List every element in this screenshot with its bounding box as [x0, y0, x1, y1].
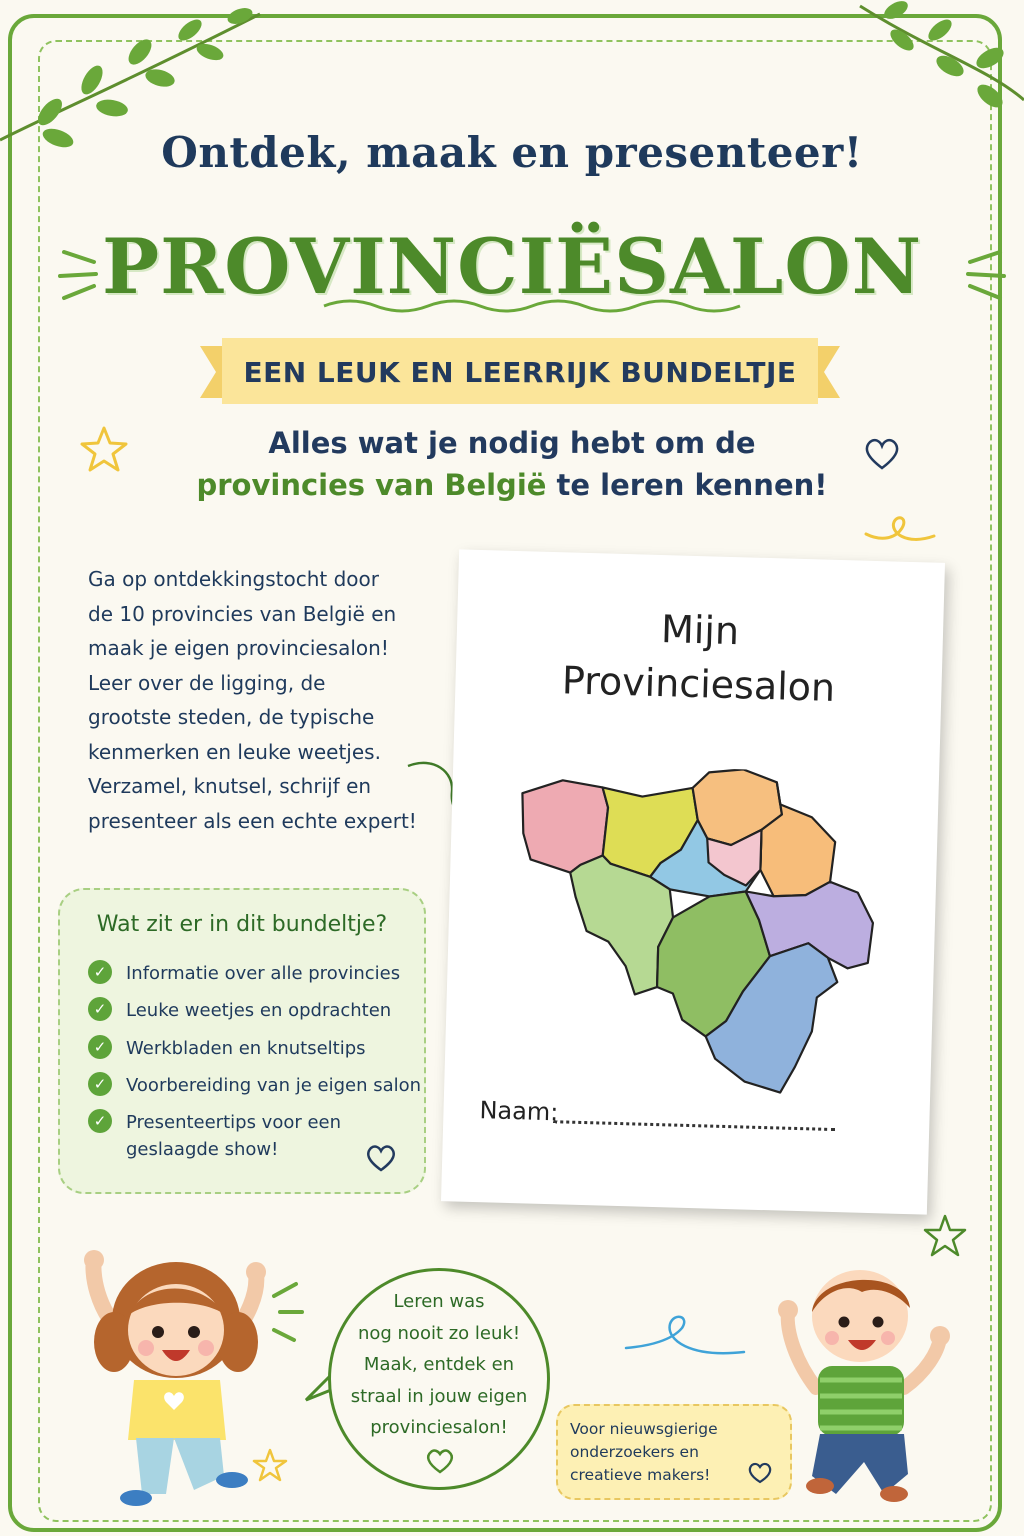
check-icon: ✓	[88, 1035, 112, 1059]
heart-icon	[424, 1446, 456, 1476]
note-text: Voor nieuwsgierige onderzoekers en creatieve makers!	[570, 1420, 718, 1484]
intro-line: de 10 provincies van België en	[88, 601, 397, 626]
check-icon: ✓	[88, 1072, 112, 1096]
list-item: ✓ Presenteertips voor een geslaagde show!	[88, 1109, 341, 1163]
intro-line: Leer over de ligging, de	[88, 670, 326, 695]
intro-paragraph	[88, 562, 438, 838]
swirl-icon	[862, 512, 938, 552]
belgium-map	[504, 763, 893, 1113]
burst-lines-right	[952, 240, 1012, 310]
intro-line: grootste steden, de typische	[88, 705, 375, 729]
booklet-title-line-1: Mijn	[660, 607, 740, 654]
list-item: ✓ Informatie over alle provincies	[88, 960, 400, 987]
name-label: Naam:	[479, 1096, 559, 1127]
title-underline-squiggle	[320, 294, 746, 318]
leaf-branch-top-right	[840, 0, 1024, 120]
list-item: ✓ Voorbereiding van je eigen salon	[88, 1072, 421, 1099]
list-item: ✓ Leuke weetjes en opdrachten	[88, 997, 391, 1024]
subtitle-line-2	[0, 468, 1024, 502]
booklet-cover	[441, 549, 945, 1214]
main-title: PROVINCIËSALON	[101, 222, 923, 311]
heart-icon	[862, 436, 902, 472]
name-field-dots[interactable]	[553, 1120, 835, 1131]
intro-line: Verzamel, knutsel, schrijf en	[88, 774, 372, 798]
star-icon	[920, 1212, 970, 1260]
subtitle-rest: te leren kennen!	[546, 468, 828, 502]
check-icon: ✓	[88, 1109, 112, 1133]
check-icon: ✓	[88, 960, 112, 984]
list-item: ✓ Werkbladen en knutseltips	[88, 1035, 366, 1062]
booklet-title-line-2: Provinciesalon	[561, 658, 836, 710]
tagline: Ontdek, maak en presenteer!	[161, 128, 863, 177]
swirl-icon	[620, 1312, 750, 1368]
intro-line: presenteer als een echte expert!	[88, 808, 417, 833]
heart-icon	[364, 1142, 398, 1174]
star-icon	[78, 424, 130, 476]
check-icon: ✓	[88, 997, 112, 1021]
contents-box-title: Wat zit er in dit bundeltje?	[96, 912, 388, 937]
girl-illustration	[74, 1250, 314, 1516]
banner-text: EEN LEUK EN LEERRIJK BUNDELTJE	[243, 356, 797, 389]
speech-bubble-text: Leren was nog nooit zo leuk! Maak, entdek en straal in jouw eigen provinciesalon!	[350, 1291, 528, 1438]
subtitle-highlight: provincies van België	[196, 468, 547, 502]
intro-line: maak je eigen provinciesalon!	[88, 636, 389, 660]
boy-illustration	[776, 1262, 956, 1512]
subtitle-line-1: Alles wat je nodig hebt om de	[268, 426, 756, 460]
heart-icon	[746, 1460, 774, 1486]
intro-line: Ga op ontdekkingstocht door	[88, 567, 380, 591]
intro-line: kenmerken en leuke weetjes.	[88, 739, 381, 764]
